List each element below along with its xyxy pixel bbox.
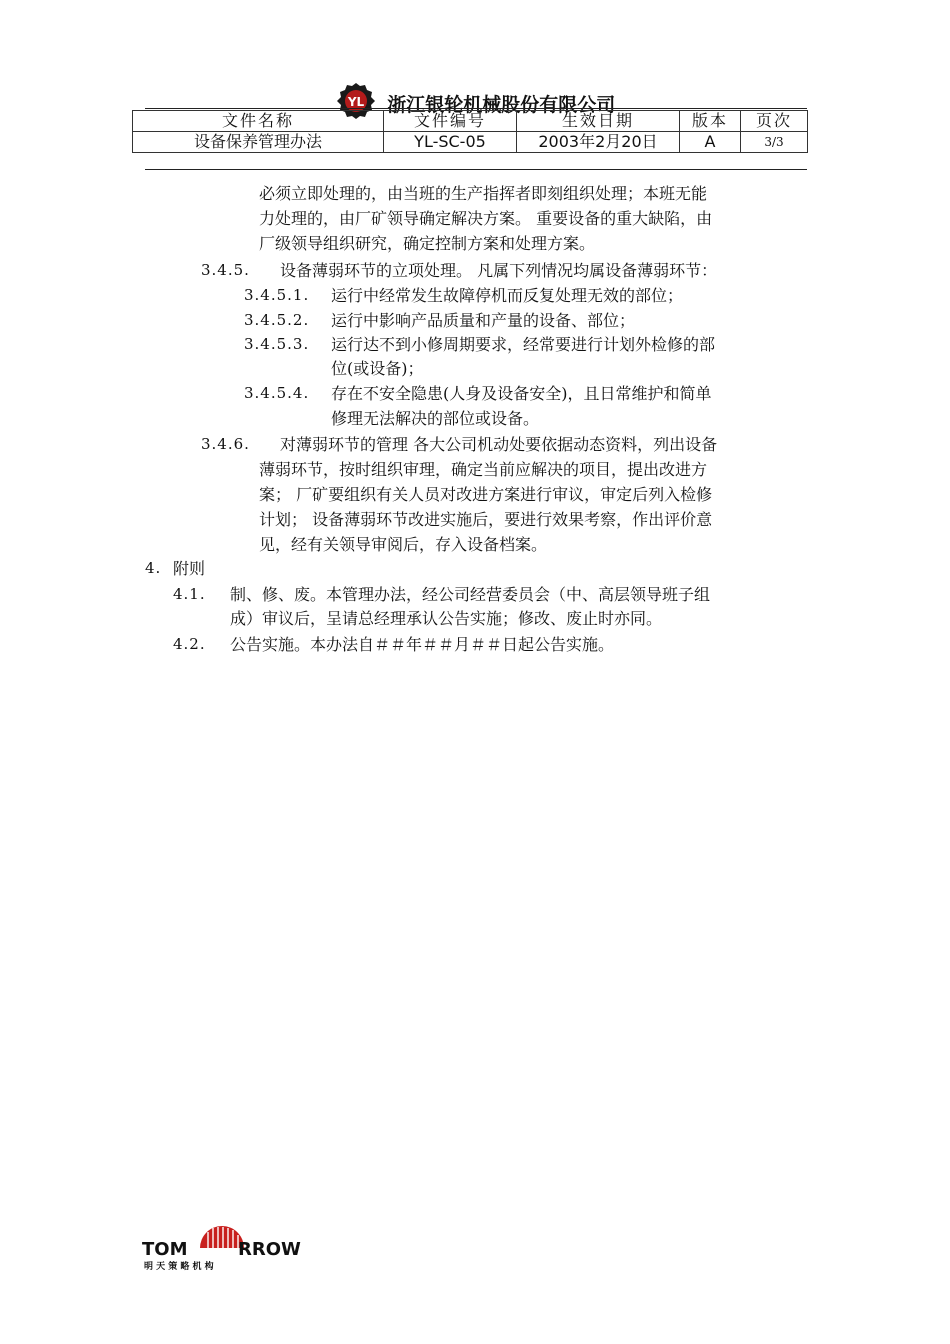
section-number: 4. xyxy=(145,559,162,577)
header-page: 页次 xyxy=(741,111,808,132)
paragraph-line: 厂级领导组织研究，确定控制方案和处理方案。 xyxy=(259,234,596,253)
section-number: 3.4.5.2. xyxy=(244,311,310,329)
paragraph-line: 必须立即处理的，由当班的生产指挥者即刻组织处理；本班无能 xyxy=(259,184,708,203)
section-text: 制、修、废。本管理办法，经公司经营委员会（中、高层领导班子组 xyxy=(230,585,711,604)
company-name: 浙江银轮机械股份有限公司 xyxy=(387,94,616,116)
header-version: 版本 xyxy=(680,111,741,132)
section-text: 对薄弱环节的管理 各大公司机动处要依据动态资料，列出设备 xyxy=(280,435,718,454)
document-info-table xyxy=(132,110,808,153)
paragraph-line: 力处理的，由厂矿领导确定解决方案。 重要设备的重大缺陷，由 xyxy=(259,209,713,228)
effective-date-value: 2003年2月20日 xyxy=(517,132,680,153)
section-text: 设备薄弱环节的立项处理。 凡属下列情况均属设备薄弱环节： xyxy=(280,261,718,280)
section-number: 3.4.5.3. xyxy=(244,335,310,353)
section-text: 公告实施。本办法自＃＃年＃＃月＃＃日起公告实施。 xyxy=(230,635,615,654)
section-heading: 附则 xyxy=(173,559,206,578)
svg-text:YL: YL xyxy=(347,95,364,109)
section-number: 4.1. xyxy=(173,585,206,603)
header-doc-name: 文件名称 xyxy=(133,111,384,132)
version-value: A xyxy=(680,132,741,153)
section-number: 3.4.5. xyxy=(201,261,250,279)
section-number: 3.4.6. xyxy=(201,435,250,453)
paragraph-line: 案； 厂矿要组织有关人员对改进方案进行审议，审定后列入检修 xyxy=(259,485,713,504)
section-text: 运行中影响产品质量和产量的设备、部位； xyxy=(331,311,636,330)
tomorrow-brand-logo xyxy=(142,1212,312,1272)
brand-chinese-text: 明 天 策 略 机 构 xyxy=(144,1262,214,1272)
section-text: 运行达不到小修周期要求，经常要进行计划外检修的部 xyxy=(331,335,716,354)
header-doc-number: 文件编号 xyxy=(384,111,517,132)
paragraph-line: 计划； 设备薄弱环节改进实施后，要进行效果考察，作出评价意 xyxy=(259,510,713,529)
doc-number-value: YL-SC-05 xyxy=(384,132,517,153)
section-number: 3.4.5.1. xyxy=(244,286,310,304)
paragraph-line: 见，经有关领导审阅后，存入设备档案。 xyxy=(259,535,548,554)
section-text: 修理无法解决的部位或设备。 xyxy=(331,409,540,428)
section-text: 存在不安全隐患(人身及设备安全)，且日常维护和简单 xyxy=(331,384,712,403)
section-number: 4.2. xyxy=(173,635,206,653)
header-effective-date: 生效日期 xyxy=(517,111,680,132)
brand-left-text: TOM xyxy=(142,1239,188,1260)
section-number: 3.4.5.4. xyxy=(244,384,310,402)
section-text: 位(或设备)； xyxy=(331,359,424,378)
page-value: 3/3 xyxy=(741,132,808,153)
header-rule-top xyxy=(145,108,807,109)
header-rule-bottom xyxy=(145,169,807,170)
section-text: 运行中经常发生故障停机而反复处理无效的部位； xyxy=(331,286,684,305)
section-text: 成）审议后，呈请总经理承认公告实施；修改、废止时亦同。 xyxy=(230,609,663,628)
doc-name-value: 设备保养管理办法 xyxy=(133,132,384,153)
paragraph-line: 薄弱环节，按时组织审理，确定当前应解决的项目，提出改进方 xyxy=(259,460,708,479)
brand-right-text: RROW xyxy=(238,1239,301,1260)
